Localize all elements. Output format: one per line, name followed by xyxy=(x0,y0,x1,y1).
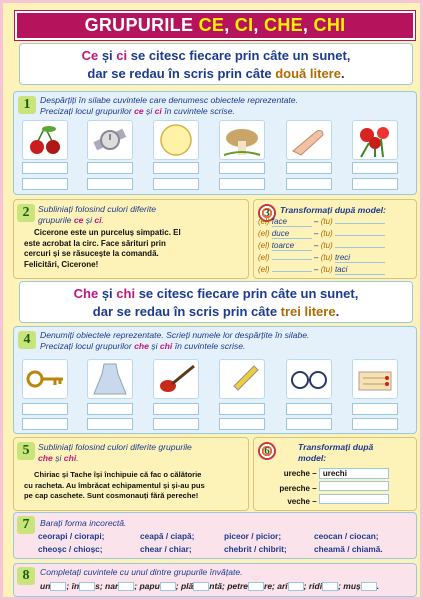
blank-slot[interactable] xyxy=(288,582,304,591)
rule-ce-ci: Ce și ci se citesc fiecare prin câte un sunet, dar se redau în scris prin câte două litere. xyxy=(19,43,413,85)
answer-box[interactable] xyxy=(219,403,265,415)
story-text: Chiriac și Tache își închipuie că fac o călătorie cu racheta. Au îmbrăcat echipamentul și și-au pus pe cap caschete. Sunt cosmonauți fără pereche! xyxy=(24,470,205,500)
exercise-instruction: Denumiți obiectele reprezentate. Scrieți numele lor despărțite în silabe. Precizați locul grupurilor che și chi în cuvintele scrise. xyxy=(40,330,310,351)
exercise-3 xyxy=(253,199,417,279)
blank-slot[interactable] xyxy=(79,582,95,591)
exercise-6 xyxy=(253,437,417,511)
answer-box[interactable] xyxy=(87,178,133,190)
transform-row: (el) face – (tu) xyxy=(258,217,414,226)
mushroom-picture xyxy=(219,120,265,160)
answer-box[interactable] xyxy=(153,178,199,190)
answer-box[interactable] xyxy=(352,162,398,174)
transform-row: ureche – urechi xyxy=(274,468,414,477)
glasses-picture xyxy=(286,359,332,399)
blank-slot[interactable] xyxy=(322,582,338,591)
transform-row: (el) – (tu) taci xyxy=(258,265,414,274)
answer-box[interactable] xyxy=(87,162,133,174)
blank-slot[interactable] xyxy=(160,582,176,591)
fill-in-words: un ; în s; nar ; papu ; plă ntă; petre re; ari ; ridi ; muș . xyxy=(40,581,380,591)
transform-row: (el) toarce – (tu) xyxy=(258,241,414,250)
answer-box[interactable] xyxy=(352,178,398,190)
guitar-picture xyxy=(153,359,199,399)
story-text: Cicerone este un purceluș simpatic. El este acrobat la circ. Face sărituri prin cercuri și se răsucește la comandă. Felicitări, Cicerone! xyxy=(24,228,181,269)
exercise-number: 7 xyxy=(17,516,35,534)
answer-box[interactable] xyxy=(352,418,398,430)
exercise-instruction: Transformați după model: xyxy=(280,205,386,215)
answer-box[interactable] xyxy=(22,178,68,190)
exercise-number: 8 xyxy=(17,567,35,585)
exercise-number: 2 xyxy=(17,204,35,222)
matches-picture xyxy=(352,359,398,399)
rule-che-chi: Che și chi se citesc fiecare prin câte un sunet, dar se redau în scris prin câte trei litere. xyxy=(19,281,413,323)
exercise-number: 4 xyxy=(18,331,36,349)
exercise-1 xyxy=(13,91,417,195)
dress-picture xyxy=(87,359,133,399)
answer-box[interactable] xyxy=(286,418,332,430)
cherries-picture xyxy=(22,120,68,160)
exercise-8 xyxy=(13,563,417,597)
blank-slot[interactable] xyxy=(50,582,66,591)
exercise-instruction: Barați forma incorectă. xyxy=(40,518,127,528)
exercise-instruction: Completați cuvintele cu unul dintre grupurile învățate. xyxy=(40,567,243,577)
answer-box[interactable] xyxy=(153,162,199,174)
answer-box[interactable] xyxy=(87,403,133,415)
exercise-number: 1 xyxy=(18,96,36,114)
exercise-5 xyxy=(13,437,249,511)
page-title: GRUPURILE CE, CI, CHE, CHI xyxy=(15,11,415,40)
blank-slot[interactable] xyxy=(361,582,377,591)
blank-slot[interactable] xyxy=(193,582,209,591)
word-option[interactable]: ceorapi / ciorapi; xyxy=(38,531,105,541)
finger-picture xyxy=(286,120,332,160)
exercise-instruction: Subliniați folosind culori diferite grupurile che și chi. xyxy=(38,442,192,463)
word-option[interactable]: chebrit / chibrit; xyxy=(224,544,287,554)
watch-picture xyxy=(87,120,133,160)
transform-row: (el) – (tu) treci xyxy=(258,253,414,262)
answer-box[interactable] xyxy=(286,178,332,190)
answer-box[interactable] xyxy=(22,418,68,430)
answer-box[interactable] xyxy=(286,403,332,415)
word-option[interactable]: piceor / picior; xyxy=(224,531,282,541)
word-option[interactable]: chear / chiar; xyxy=(140,544,192,554)
exercise-number: 6 xyxy=(264,445,270,457)
word-option[interactable]: cheoșc / chioșc; xyxy=(38,544,103,554)
answer-box[interactable] xyxy=(352,403,398,415)
key-picture xyxy=(22,359,68,399)
answer-box[interactable] xyxy=(219,162,265,174)
transform-row: veche – xyxy=(274,494,414,503)
transform-row: (el) duce – (tu) xyxy=(258,229,414,238)
answer-box[interactable] xyxy=(153,403,199,415)
answer-box[interactable] xyxy=(153,418,199,430)
exercise-4 xyxy=(13,326,417,434)
answer-box[interactable] xyxy=(219,418,265,430)
blank-slot[interactable] xyxy=(248,582,264,591)
answer-box[interactable] xyxy=(87,418,133,430)
exercise-instruction: Subliniați folosind culori diferite grupurile ce și ci. xyxy=(38,204,156,225)
exercise-instruction: Transformați după model: xyxy=(298,442,374,463)
exercise-7 xyxy=(13,512,417,559)
transform-row: pereche – xyxy=(274,481,414,490)
answer-box[interactable] xyxy=(286,162,332,174)
answer-box[interactable] xyxy=(219,178,265,190)
exercise-number: 3 xyxy=(264,207,270,219)
word-option[interactable]: cheamă / chiamă. xyxy=(314,544,383,554)
answer-box[interactable] xyxy=(22,162,68,174)
poppies-picture xyxy=(352,120,398,160)
exercise-instruction: Despărțiți în silabe cuvintele care denumesc obiectele reprezentate. Precizați locul grupurilor ce și ci în cuvintele scrise. xyxy=(40,95,298,116)
word-option[interactable]: ceapă / ciapă; xyxy=(140,531,195,541)
rocket-picture xyxy=(219,359,265,399)
exercise-2 xyxy=(13,199,249,279)
blank-slot[interactable] xyxy=(118,582,134,591)
exercise-number: 5 xyxy=(17,442,35,460)
word-option[interactable]: ceocan / ciocan; xyxy=(314,531,379,541)
answer-box[interactable] xyxy=(22,403,68,415)
circle-picture xyxy=(153,120,199,160)
